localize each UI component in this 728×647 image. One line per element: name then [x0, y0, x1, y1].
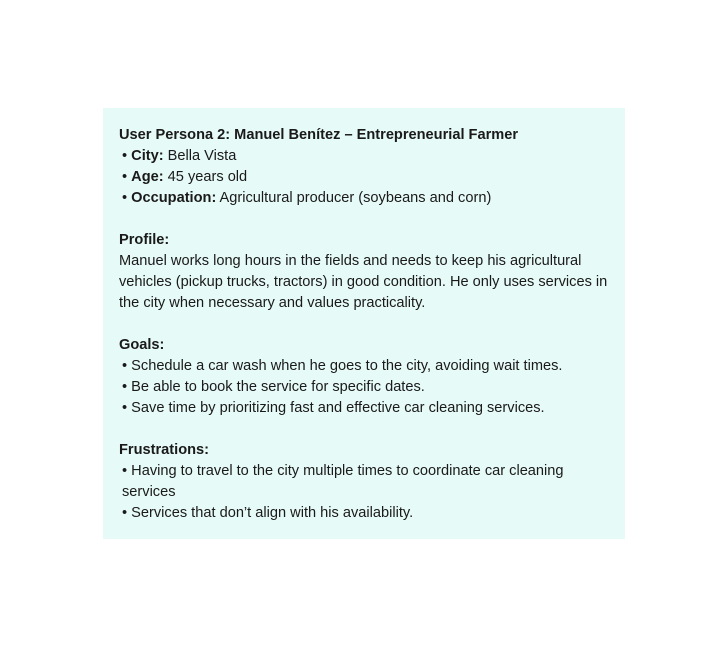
goal-text: Save time by prioritizing fast and effective car cleaning services. [131, 400, 545, 416]
goal-item [119, 356, 609, 377]
detail-city [119, 146, 609, 167]
bullet: • [122, 505, 128, 521]
goals-heading: Goals: [119, 337, 165, 353]
persona-card [103, 108, 625, 539]
bullet: • [122, 148, 128, 164]
bullet: • [122, 400, 128, 416]
bullet: • [122, 379, 128, 395]
frustration-item [119, 503, 609, 524]
bullet: • [122, 358, 128, 374]
goal-item [119, 398, 609, 419]
detail-value: Bella Vista [163, 148, 237, 164]
bullet: • [122, 190, 128, 206]
detail-occupation [119, 188, 609, 209]
profile-text: Manuel works long hours in the fields and needs to keep his agricultural vehicles (pickup trucks, tractors) in good condition. He only uses services in the city when necessary and values practicality. [119, 253, 608, 311]
frustrations-heading: Frustrations: [119, 442, 209, 458]
detail-label: Occupation: [131, 190, 217, 206]
detail-value: Agricultural producer (soybeans and corn) [216, 190, 492, 206]
frustration-text: Having to travel to the city multiple times to coordinate car cleaning services [122, 463, 564, 500]
detail-label: Age: [131, 169, 164, 185]
goal-text: Be able to book the service for specific dates. [131, 379, 425, 395]
bullet: • [122, 169, 128, 185]
goal-text: Schedule a car wash when he goes to the city, avoiding wait times. [131, 358, 563, 374]
persona-title: User Persona 2: Manuel Benítez – Entrepreneurial Farmer [119, 127, 519, 143]
detail-age [119, 167, 609, 188]
frustration-item [119, 461, 609, 503]
detail-value: 45 years old [163, 169, 248, 185]
detail-label: City: [131, 148, 164, 164]
frustration-text: Services that don’t align with his availability. [131, 505, 414, 521]
goal-item [119, 377, 609, 398]
profile-heading: Profile: [119, 232, 170, 248]
bullet: • [122, 463, 128, 479]
